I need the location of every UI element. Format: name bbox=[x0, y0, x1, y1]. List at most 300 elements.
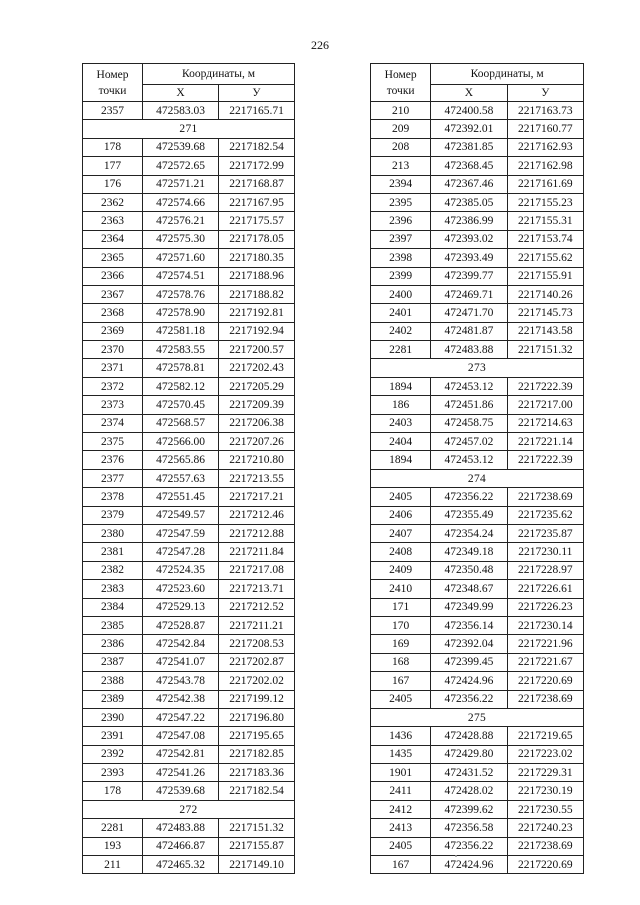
y-coordinate-cell: 2217205.29 bbox=[219, 377, 295, 395]
y-coordinate-cell: 2217195.65 bbox=[219, 727, 295, 745]
table-row bbox=[371, 175, 584, 193]
point-number-cell: 2362 bbox=[83, 193, 143, 211]
point-number-cell: 2393 bbox=[83, 764, 143, 782]
point-number-cell: 2406 bbox=[371, 506, 431, 524]
y-coordinate-cell: 2217162.98 bbox=[507, 157, 583, 175]
point-number-cell: 2395 bbox=[371, 193, 431, 211]
table-row bbox=[83, 708, 295, 726]
y-coordinate-cell: 2217188.82 bbox=[219, 285, 295, 303]
x-coordinate-cell: 472547.08 bbox=[143, 727, 219, 745]
x-coordinate-cell: 472542.38 bbox=[143, 690, 219, 708]
point-number-cell: 2394 bbox=[371, 175, 431, 193]
y-coordinate-cell: 2217230.14 bbox=[507, 616, 583, 634]
point-number-cell: 2405 bbox=[371, 690, 431, 708]
point-number-cell: 176 bbox=[83, 175, 143, 193]
point-number-cell: 2398 bbox=[371, 249, 431, 267]
x-coordinate-cell: 472549.57 bbox=[143, 506, 219, 524]
x-coordinate-cell: 472368.45 bbox=[431, 157, 507, 175]
table-row bbox=[371, 249, 584, 267]
page-number: 226 bbox=[311, 38, 329, 52]
point-number-cell: 2403 bbox=[371, 414, 431, 432]
point-number-cell: 167 bbox=[371, 856, 431, 874]
table-row bbox=[371, 561, 584, 579]
point-number-cell: 2373 bbox=[83, 396, 143, 414]
y-header: У bbox=[219, 85, 295, 102]
x-coordinate-cell: 472523.60 bbox=[143, 580, 219, 598]
table-row bbox=[371, 451, 584, 469]
section-row bbox=[371, 708, 584, 726]
x-coordinate-cell: 472571.21 bbox=[143, 175, 219, 193]
point-number-cell: 213 bbox=[371, 157, 431, 175]
point-number-cell: 2389 bbox=[83, 690, 143, 708]
y-coordinate-cell: 2217153.74 bbox=[507, 230, 583, 248]
point-number-cell: 1901 bbox=[371, 764, 431, 782]
x-coordinate-cell: 472542.84 bbox=[143, 635, 219, 653]
point-number-cell: 168 bbox=[371, 653, 431, 671]
y-coordinate-cell: 2217238.69 bbox=[507, 837, 583, 855]
y-coordinate-cell: 2217188.96 bbox=[219, 267, 295, 285]
table-row bbox=[83, 690, 295, 708]
table-row bbox=[83, 506, 295, 524]
point-number-cell: 2405 bbox=[371, 488, 431, 506]
scan-speck bbox=[455, 855, 457, 857]
point-number-cell: 2385 bbox=[83, 616, 143, 634]
y-coordinate-cell: 2217213.55 bbox=[219, 469, 295, 487]
x-coordinate-cell: 472576.21 bbox=[143, 212, 219, 230]
table-row bbox=[371, 230, 584, 248]
y-coordinate-cell: 2217165.71 bbox=[219, 102, 295, 120]
table-row bbox=[371, 433, 584, 451]
y-coordinate-cell: 2217212.88 bbox=[219, 524, 295, 542]
y-coordinate-cell: 2217217.00 bbox=[507, 396, 583, 414]
y-coordinate-cell: 2217149.10 bbox=[219, 856, 295, 874]
point-number-cell: 2404 bbox=[371, 433, 431, 451]
point-number-cell: 2407 bbox=[371, 524, 431, 542]
point-number-cell: 2281 bbox=[83, 819, 143, 837]
y-coordinate-cell: 2217140.26 bbox=[507, 285, 583, 303]
x-coordinate-cell: 472355.49 bbox=[431, 506, 507, 524]
table-row bbox=[83, 782, 295, 800]
point-number-cell: 170 bbox=[371, 616, 431, 634]
point-number-cell: 2383 bbox=[83, 580, 143, 598]
table-row bbox=[371, 396, 584, 414]
x-coordinate-cell: 472386.99 bbox=[431, 212, 507, 230]
x-coordinate-cell: 472356.14 bbox=[431, 616, 507, 634]
x-coordinate-cell: 472570.45 bbox=[143, 396, 219, 414]
section-number: 272 bbox=[83, 800, 295, 818]
y-coordinate-cell: 2217155.31 bbox=[507, 212, 583, 230]
table-row bbox=[83, 322, 295, 340]
point-number-cell: 2402 bbox=[371, 322, 431, 340]
x-coordinate-cell: 472578.76 bbox=[143, 285, 219, 303]
y-coordinate-cell: 2217207.26 bbox=[219, 433, 295, 451]
y-coordinate-cell: 2217200.57 bbox=[219, 341, 295, 359]
x-coordinate-cell: 472581.18 bbox=[143, 322, 219, 340]
x-coordinate-cell: 472578.90 bbox=[143, 304, 219, 322]
section-number: 274 bbox=[371, 469, 584, 487]
y-coordinate-cell: 2217229.31 bbox=[507, 764, 583, 782]
table-body-right bbox=[371, 102, 584, 874]
point-number-cell: 1436 bbox=[371, 727, 431, 745]
section-row bbox=[83, 120, 295, 138]
point-number-cell: 2408 bbox=[371, 543, 431, 561]
table-row bbox=[83, 524, 295, 542]
table-row bbox=[371, 138, 584, 156]
x-coordinate-cell: 472543.78 bbox=[143, 672, 219, 690]
table-row bbox=[83, 193, 295, 211]
y-coordinate-cell: 2217167.95 bbox=[219, 193, 295, 211]
table-row bbox=[83, 856, 295, 874]
x-coordinate-cell: 472539.68 bbox=[143, 138, 219, 156]
x-coordinate-cell: 472428.02 bbox=[431, 782, 507, 800]
y-coordinate-cell: 2217222.39 bbox=[507, 377, 583, 395]
y-coordinate-cell: 2217178.05 bbox=[219, 230, 295, 248]
y-coordinate-cell: 2217238.69 bbox=[507, 690, 583, 708]
point-number-cell: 2401 bbox=[371, 304, 431, 322]
table-row bbox=[371, 764, 584, 782]
point-number-header: Номер точки bbox=[83, 64, 143, 102]
table-row bbox=[371, 285, 584, 303]
x-coordinate-cell: 472399.45 bbox=[431, 653, 507, 671]
x-coordinate-cell: 472451.86 bbox=[431, 396, 507, 414]
point-number-cell: 209 bbox=[371, 120, 431, 138]
table-row bbox=[83, 414, 295, 432]
point-number-cell: 2379 bbox=[83, 506, 143, 524]
point-number-cell: 171 bbox=[371, 598, 431, 616]
table-row bbox=[371, 157, 584, 175]
table-row bbox=[83, 212, 295, 230]
x-coordinate-cell: 472356.58 bbox=[431, 819, 507, 837]
x-coordinate-cell: 472349.99 bbox=[431, 598, 507, 616]
table-row bbox=[83, 249, 295, 267]
table-row bbox=[83, 653, 295, 671]
y-coordinate-cell: 2217217.21 bbox=[219, 488, 295, 506]
x-coordinate-cell: 472424.96 bbox=[431, 672, 507, 690]
y-coordinate-cell: 2217220.69 bbox=[507, 856, 583, 874]
x-coordinate-cell: 472565.86 bbox=[143, 451, 219, 469]
table-row bbox=[371, 193, 584, 211]
y-coordinate-cell: 2217223.02 bbox=[507, 745, 583, 763]
y-coordinate-cell: 2217172.99 bbox=[219, 157, 295, 175]
coordinates-header: Координаты, м bbox=[143, 64, 295, 85]
x-coordinate-cell: 472483.88 bbox=[431, 341, 507, 359]
y-coordinate-cell: 2217202.02 bbox=[219, 672, 295, 690]
table-row bbox=[371, 120, 584, 138]
point-number-cell: 178 bbox=[83, 782, 143, 800]
point-number-cell: 2413 bbox=[371, 819, 431, 837]
x-coordinate-cell: 472568.57 bbox=[143, 414, 219, 432]
x-coordinate-cell: 472453.12 bbox=[431, 377, 507, 395]
y-coordinate-cell: 2217240.23 bbox=[507, 819, 583, 837]
x-coordinate-cell: 472399.77 bbox=[431, 267, 507, 285]
y-header: У bbox=[507, 85, 583, 102]
point-number-cell: 2410 bbox=[371, 580, 431, 598]
y-coordinate-cell: 2217221.14 bbox=[507, 433, 583, 451]
y-coordinate-cell: 2217209.39 bbox=[219, 396, 295, 414]
table-row bbox=[371, 377, 584, 395]
table-row bbox=[371, 819, 584, 837]
y-coordinate-cell: 2217212.46 bbox=[219, 506, 295, 524]
x-coordinate-cell: 472539.68 bbox=[143, 782, 219, 800]
table-body-left bbox=[83, 102, 295, 874]
table-row bbox=[371, 543, 584, 561]
y-coordinate-cell: 2217235.62 bbox=[507, 506, 583, 524]
point-number-cell: 2378 bbox=[83, 488, 143, 506]
table-row bbox=[371, 782, 584, 800]
point-number-cell: 2368 bbox=[83, 304, 143, 322]
point-number-cell: 2380 bbox=[83, 524, 143, 542]
x-coordinate-cell: 472356.22 bbox=[431, 837, 507, 855]
point-number-cell: 2376 bbox=[83, 451, 143, 469]
y-coordinate-cell: 2217199.12 bbox=[219, 690, 295, 708]
table-row bbox=[83, 433, 295, 451]
point-number-cell: 2388 bbox=[83, 672, 143, 690]
table-row bbox=[83, 138, 295, 156]
table-row bbox=[83, 727, 295, 745]
x-coordinate-cell: 472350.48 bbox=[431, 561, 507, 579]
y-coordinate-cell: 2217183.36 bbox=[219, 764, 295, 782]
point-number-cell: 193 bbox=[83, 837, 143, 855]
section-number: 275 bbox=[371, 708, 584, 726]
x-coordinate-cell: 472356.22 bbox=[431, 690, 507, 708]
table-row bbox=[83, 359, 295, 377]
x-coordinate-cell: 472541.07 bbox=[143, 653, 219, 671]
y-coordinate-cell: 2217145.73 bbox=[507, 304, 583, 322]
y-coordinate-cell: 2217238.69 bbox=[507, 488, 583, 506]
table-row bbox=[371, 800, 584, 818]
table-row bbox=[83, 819, 295, 837]
x-coordinate-cell: 472524.35 bbox=[143, 561, 219, 579]
point-number-cell: 2366 bbox=[83, 267, 143, 285]
point-number-cell: 2377 bbox=[83, 469, 143, 487]
point-number-cell: 1435 bbox=[371, 745, 431, 763]
y-coordinate-cell: 2217192.81 bbox=[219, 304, 295, 322]
x-coordinate-cell: 472458.75 bbox=[431, 414, 507, 432]
table-row bbox=[83, 469, 295, 487]
y-coordinate-cell: 2217161.69 bbox=[507, 175, 583, 193]
point-number-cell: 186 bbox=[371, 396, 431, 414]
table-row bbox=[83, 672, 295, 690]
y-coordinate-cell: 2217202.43 bbox=[219, 359, 295, 377]
table-row bbox=[371, 856, 584, 874]
table-row bbox=[83, 580, 295, 598]
point-number-cell: 2371 bbox=[83, 359, 143, 377]
y-coordinate-cell: 2217206.38 bbox=[219, 414, 295, 432]
table-row bbox=[83, 157, 295, 175]
table-row bbox=[371, 635, 584, 653]
y-coordinate-cell: 2217155.23 bbox=[507, 193, 583, 211]
y-coordinate-cell: 2217219.65 bbox=[507, 727, 583, 745]
x-header: X bbox=[143, 85, 219, 102]
table-row bbox=[83, 543, 295, 561]
point-number-cell: 2381 bbox=[83, 543, 143, 561]
point-number-cell: 2369 bbox=[83, 322, 143, 340]
point-number-cell: 2370 bbox=[83, 341, 143, 359]
y-coordinate-cell: 2217226.61 bbox=[507, 580, 583, 598]
point-number-cell: 2390 bbox=[83, 708, 143, 726]
table-row bbox=[83, 230, 295, 248]
section-number: 271 bbox=[83, 120, 295, 138]
point-number-cell: 2412 bbox=[371, 800, 431, 818]
y-coordinate-cell: 2217151.32 bbox=[507, 341, 583, 359]
x-coordinate-cell: 472471.70 bbox=[431, 304, 507, 322]
x-coordinate-cell: 472393.49 bbox=[431, 249, 507, 267]
y-coordinate-cell: 2217202.87 bbox=[219, 653, 295, 671]
table-row bbox=[371, 653, 584, 671]
table-row bbox=[83, 175, 295, 193]
point-number-cell: 2363 bbox=[83, 212, 143, 230]
point-number-cell: 2397 bbox=[371, 230, 431, 248]
x-coordinate-cell: 472400.58 bbox=[431, 102, 507, 120]
table-row bbox=[83, 561, 295, 579]
point-number-cell: 2281 bbox=[371, 341, 431, 359]
point-number-cell: 208 bbox=[371, 138, 431, 156]
point-number-cell: 2372 bbox=[83, 377, 143, 395]
x-coordinate-cell: 472578.81 bbox=[143, 359, 219, 377]
point-number-cell: 2375 bbox=[83, 433, 143, 451]
y-coordinate-cell: 2217175.57 bbox=[219, 212, 295, 230]
y-coordinate-cell: 2217214.63 bbox=[507, 414, 583, 432]
x-coordinate-cell: 472466.87 bbox=[143, 837, 219, 855]
point-number-cell: 178 bbox=[83, 138, 143, 156]
point-number-cell: 1894 bbox=[371, 377, 431, 395]
point-number-cell: 2367 bbox=[83, 285, 143, 303]
x-coordinate-cell: 472429.80 bbox=[431, 745, 507, 763]
table-row bbox=[371, 524, 584, 542]
x-coordinate-cell: 472551.45 bbox=[143, 488, 219, 506]
x-coordinate-cell: 472392.01 bbox=[431, 120, 507, 138]
y-coordinate-cell: 2217192.94 bbox=[219, 322, 295, 340]
x-coordinate-cell: 472457.02 bbox=[431, 433, 507, 451]
point-number-cell: 2411 bbox=[371, 782, 431, 800]
table-row bbox=[83, 285, 295, 303]
table-row bbox=[371, 580, 584, 598]
y-coordinate-cell: 2217182.54 bbox=[219, 138, 295, 156]
table-row bbox=[371, 414, 584, 432]
x-coordinate-cell: 472428.88 bbox=[431, 727, 507, 745]
y-coordinate-cell: 2217208.53 bbox=[219, 635, 295, 653]
x-coordinate-cell: 472572.65 bbox=[143, 157, 219, 175]
table-row bbox=[83, 837, 295, 855]
y-coordinate-cell: 2217230.19 bbox=[507, 782, 583, 800]
x-coordinate-cell: 472557.63 bbox=[143, 469, 219, 487]
x-coordinate-cell: 472547.22 bbox=[143, 708, 219, 726]
y-coordinate-cell: 2217221.67 bbox=[507, 653, 583, 671]
point-number-cell: 211 bbox=[83, 856, 143, 874]
table-row bbox=[83, 102, 295, 120]
y-coordinate-cell: 2217160.77 bbox=[507, 120, 583, 138]
table-row bbox=[371, 745, 584, 763]
x-coordinate-cell: 472529.13 bbox=[143, 598, 219, 616]
x-coordinate-cell: 472547.28 bbox=[143, 543, 219, 561]
x-coordinate-cell: 472469.71 bbox=[431, 285, 507, 303]
y-coordinate-cell: 2217228.97 bbox=[507, 561, 583, 579]
point-number-cell: 2399 bbox=[371, 267, 431, 285]
section-row bbox=[371, 469, 584, 487]
section-row bbox=[83, 800, 295, 818]
point-number-cell: 2405 bbox=[371, 837, 431, 855]
point-number-cell: 2387 bbox=[83, 653, 143, 671]
x-coordinate-cell: 472582.12 bbox=[143, 377, 219, 395]
y-coordinate-cell: 2217151.32 bbox=[219, 819, 295, 837]
x-coordinate-cell: 472392.04 bbox=[431, 635, 507, 653]
coordinates-header: Координаты, м bbox=[431, 64, 584, 85]
table-row bbox=[371, 212, 584, 230]
table-row bbox=[83, 377, 295, 395]
table-row bbox=[371, 304, 584, 322]
y-coordinate-cell: 2217155.87 bbox=[219, 837, 295, 855]
table-row bbox=[83, 451, 295, 469]
point-number-cell: 2382 bbox=[83, 561, 143, 579]
coordinates-table-right bbox=[370, 63, 584, 874]
table-row bbox=[371, 102, 584, 120]
y-coordinate-cell: 2217143.58 bbox=[507, 322, 583, 340]
x-coordinate-cell: 472542.81 bbox=[143, 745, 219, 763]
point-number-cell: 2396 bbox=[371, 212, 431, 230]
point-number-cell: 2365 bbox=[83, 249, 143, 267]
x-coordinate-cell: 472431.52 bbox=[431, 764, 507, 782]
x-coordinate-cell: 472424.96 bbox=[431, 856, 507, 874]
y-coordinate-cell: 2217235.87 bbox=[507, 524, 583, 542]
x-coordinate-cell: 472381.85 bbox=[431, 138, 507, 156]
y-coordinate-cell: 2217180.35 bbox=[219, 249, 295, 267]
y-coordinate-cell: 2217226.23 bbox=[507, 598, 583, 616]
point-number-cell: 169 bbox=[371, 635, 431, 653]
x-coordinate-cell: 472356.22 bbox=[431, 488, 507, 506]
x-coordinate-cell: 472528.87 bbox=[143, 616, 219, 634]
point-number-cell: 2384 bbox=[83, 598, 143, 616]
x-header: X bbox=[431, 85, 507, 102]
point-number-cell: 2391 bbox=[83, 727, 143, 745]
point-number-cell: 177 bbox=[83, 157, 143, 175]
table-row bbox=[83, 616, 295, 634]
x-coordinate-cell: 472385.05 bbox=[431, 193, 507, 211]
x-coordinate-cell: 472483.88 bbox=[143, 819, 219, 837]
y-coordinate-cell: 2217162.93 bbox=[507, 138, 583, 156]
point-number-cell: 2392 bbox=[83, 745, 143, 763]
point-number-header: Номер точки bbox=[371, 64, 431, 102]
x-coordinate-cell: 472574.66 bbox=[143, 193, 219, 211]
x-coordinate-cell: 472571.60 bbox=[143, 249, 219, 267]
x-coordinate-cell: 472583.55 bbox=[143, 341, 219, 359]
y-coordinate-cell: 2217230.55 bbox=[507, 800, 583, 818]
table-row bbox=[83, 488, 295, 506]
table-row bbox=[371, 322, 584, 340]
point-number-cell: 167 bbox=[371, 672, 431, 690]
x-coordinate-cell: 472399.62 bbox=[431, 800, 507, 818]
y-coordinate-cell: 2217155.62 bbox=[507, 249, 583, 267]
table-row bbox=[371, 837, 584, 855]
y-coordinate-cell: 2217196.80 bbox=[219, 708, 295, 726]
point-number-cell: 2364 bbox=[83, 230, 143, 248]
x-coordinate-cell: 472574.51 bbox=[143, 267, 219, 285]
table-row bbox=[83, 745, 295, 763]
point-number-cell: 2400 bbox=[371, 285, 431, 303]
table-row bbox=[83, 764, 295, 782]
y-coordinate-cell: 2217168.87 bbox=[219, 175, 295, 193]
table-row bbox=[371, 341, 584, 359]
x-coordinate-cell: 472481.87 bbox=[431, 322, 507, 340]
table-row bbox=[83, 598, 295, 616]
x-coordinate-cell: 472367.46 bbox=[431, 175, 507, 193]
table-row bbox=[371, 598, 584, 616]
table-row bbox=[371, 690, 584, 708]
table-row bbox=[371, 488, 584, 506]
point-number-cell: 2357 bbox=[83, 102, 143, 120]
section-number: 273 bbox=[371, 359, 584, 377]
x-coordinate-cell: 472583.03 bbox=[143, 102, 219, 120]
y-coordinate-cell: 2217220.69 bbox=[507, 672, 583, 690]
